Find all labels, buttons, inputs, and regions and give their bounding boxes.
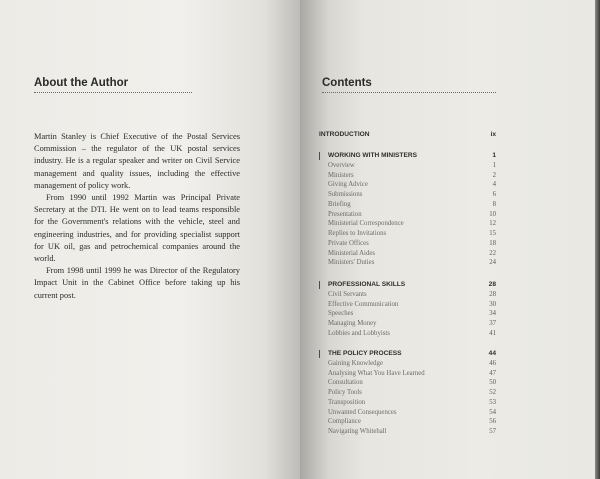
toc-page-number: 37 <box>489 320 496 327</box>
contents-heading: Contents <box>322 77 372 89</box>
toc-entry-title: Ministerial Correspondence <box>328 220 404 228</box>
heading-divider <box>34 92 192 93</box>
section-marker <box>319 281 320 289</box>
toc-section-title: WORKING WITH MINISTERS <box>328 152 418 159</box>
toc-entry <box>319 229 496 239</box>
toc-entry-title: Civil Servants <box>328 290 367 298</box>
toc-entry <box>319 309 496 319</box>
toc-page-number: 1 <box>492 161 496 169</box>
toc-entry <box>319 180 496 190</box>
toc-section <box>319 280 496 290</box>
toc-page-number: 18 <box>489 239 496 247</box>
page-edge <box>595 0 600 479</box>
toc-page-number: 10 <box>489 210 496 218</box>
toc-page-number: 41 <box>489 329 496 337</box>
toc-page-number: 46 <box>489 359 496 367</box>
toc-entry <box>319 378 496 388</box>
toc-entry-title: Unwanted Consequences <box>328 408 397 416</box>
toc-entry-title: Giving Advice <box>328 181 368 189</box>
toc-page-number: 4 <box>492 181 496 189</box>
toc-page-number: ix <box>490 131 496 138</box>
section-marker <box>319 152 320 160</box>
bio-paragraph: From 1990 until 1992 Martin was Principal Private Secretary at the DTI. He went on to lead teams responsible for the Government's relations with the vehicle, steel and engineering industries, and for providing specialist support for UK oil, gas and petrochemical companies around the world. <box>34 193 240 264</box>
toc-section-title: THE POLICY PROCESS <box>328 350 402 357</box>
toc-page-number: 8 <box>492 200 496 208</box>
toc-entry-title: Managing Money <box>328 320 377 327</box>
toc-section <box>319 349 496 359</box>
toc-page-number: 52 <box>489 389 496 396</box>
toc-entry-title: Ministers <box>328 171 354 179</box>
toc-page-number: 50 <box>489 379 496 387</box>
author-bio <box>34 131 240 302</box>
toc-entry-title: Speeches <box>328 310 354 318</box>
toc-entry <box>319 388 496 398</box>
toc-page-number: 53 <box>489 398 496 406</box>
toc-entry <box>319 319 496 329</box>
toc-entry <box>319 427 496 437</box>
heading-divider <box>322 92 496 93</box>
toc-entry-title: Overview <box>328 161 355 169</box>
toc-entry <box>319 190 496 200</box>
toc-section-title: INTRODUCTION <box>319 131 370 138</box>
toc-page-number: 12 <box>489 220 496 228</box>
toc-entry <box>319 219 496 229</box>
toc-entry-title: Transposition <box>328 398 366 406</box>
toc-entry-title: Gaining Knowledge <box>328 359 383 367</box>
toc-section <box>319 151 496 161</box>
toc-entry-title: Replies to Invitations <box>328 230 387 237</box>
toc-page-number: 1 <box>492 152 496 159</box>
bio-paragraph: From 1998 until 1999 he was Director of the Regulatory Impact Unit in the Cabinet Office before taking up his current post. <box>34 266 240 300</box>
toc-entry <box>319 417 496 427</box>
about-author-heading: About the Author <box>34 77 129 89</box>
toc-entry-title: Private Offices <box>328 239 369 247</box>
toc-entry <box>319 300 496 310</box>
toc-entry <box>319 290 496 300</box>
bio-paragraph: Martin Stanley is Chief Executive of the Postal Services Commission – the regulator of the UK postal services industry. He is a regular speaker and writer on Civil Service management and quality issues, including the effective management of policy work. <box>34 132 240 190</box>
toc-page-number: 15 <box>489 230 496 237</box>
toc-entry <box>319 200 496 210</box>
toc-page-number: 57 <box>489 428 496 435</box>
toc-entry <box>319 249 496 259</box>
toc-entry-title: Ministers' Duties <box>328 259 375 267</box>
toc-entry-title: Policy Tools <box>328 389 362 396</box>
toc-page-number: 24 <box>489 259 496 267</box>
toc-entry <box>319 398 496 408</box>
toc-entry-title: Submissions <box>328 191 363 198</box>
toc-page-number: 47 <box>489 369 496 377</box>
toc-entry <box>319 329 496 339</box>
toc-page-number: 28 <box>489 290 496 298</box>
toc-page-number: 6 <box>492 191 496 198</box>
toc-page-number: 34 <box>489 310 496 318</box>
toc-entry-title: Lobbies and Lobbyists <box>328 329 390 337</box>
toc-page-number: 54 <box>489 408 496 416</box>
toc-page-number: 28 <box>488 281 496 288</box>
toc-entry <box>319 161 496 171</box>
toc-page-number: 30 <box>489 300 496 308</box>
section-marker <box>319 350 320 358</box>
toc-section-title: PROFESSIONAL SKILLS <box>328 281 406 288</box>
toc-entry-title: Compliance <box>328 418 361 426</box>
toc-entry <box>319 239 496 249</box>
toc-introduction <box>319 130 496 140</box>
toc-entry-title: Presentation <box>328 210 362 218</box>
toc-entry-title: Briefing <box>328 200 351 208</box>
toc-entry-title: Effective Communication <box>328 300 399 308</box>
toc-entry-title: Analysing What You Have Learned <box>328 369 425 377</box>
toc-entry <box>319 359 496 369</box>
toc-page-number: 22 <box>489 249 496 257</box>
toc-page-number: 44 <box>488 350 496 357</box>
toc-entry-title: Navigating Whitehall <box>328 428 387 435</box>
toc-page-number: 56 <box>489 418 496 426</box>
toc-entry <box>319 369 496 379</box>
toc-entry <box>319 258 496 268</box>
toc-entry-title: Consultation <box>328 379 363 387</box>
toc-entry <box>319 408 496 418</box>
toc-entry-title: Ministerial Aides <box>328 249 376 257</box>
toc-page-number: 2 <box>492 171 496 179</box>
toc-entry <box>319 210 496 220</box>
toc-entry <box>319 171 496 181</box>
